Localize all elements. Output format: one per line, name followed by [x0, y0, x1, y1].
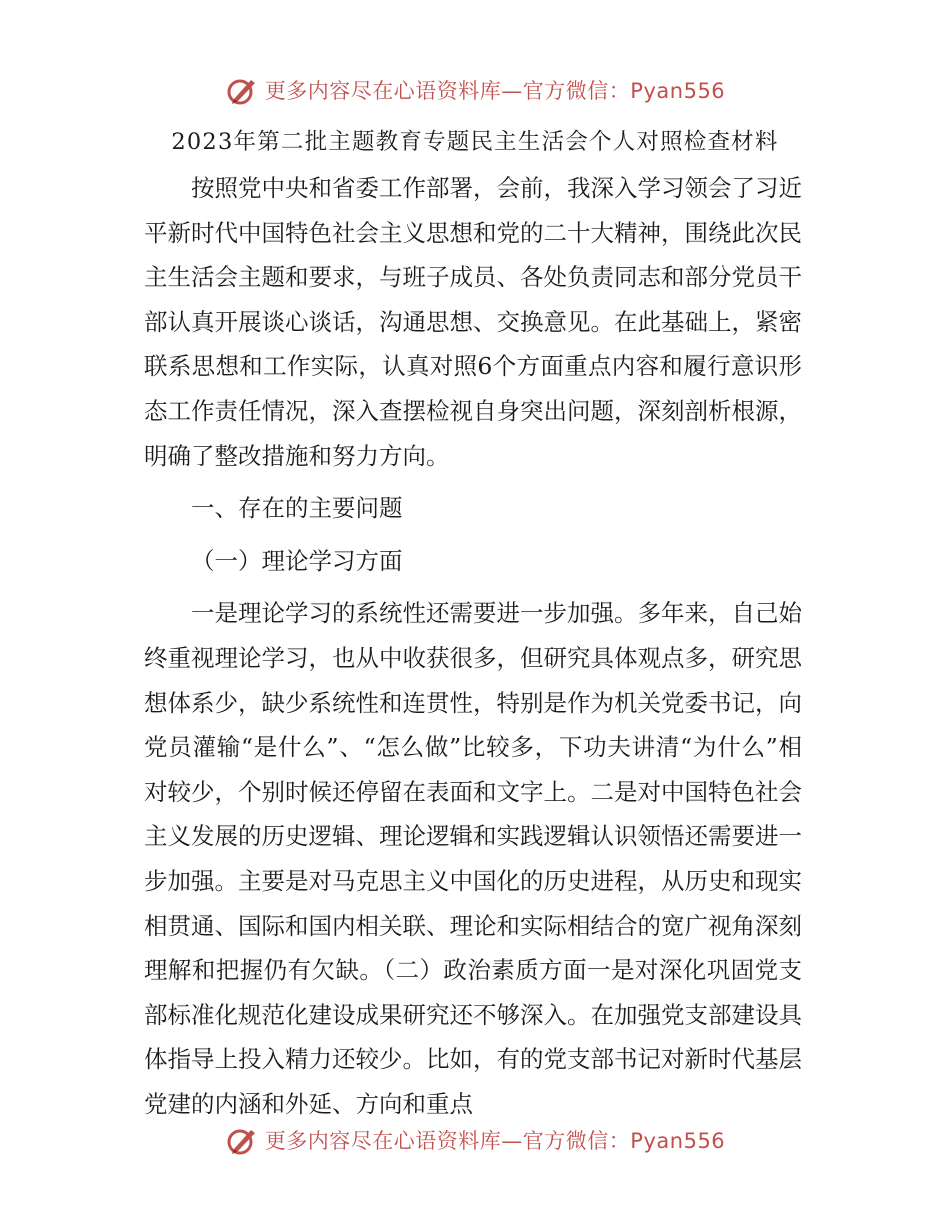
document-body	[144, 166, 802, 1126]
body-paragraph: 一是理论学习的系统性还需要进一步加强。多年来，自己始终重视理论学习，也从中收获很多，但研究具体观点多，研究思想体系少，缺少系统性和连贯性，特别是作为机关党委书记，向党员灌输“是什么”、“怎么做”比较多，下功夫讲清“为什么”相对较少，个别时候还停留在表面和文字上。二是对中国特色社会主义发展的历史逻辑、理论逻辑和实践逻辑认识领悟还需要进一步加强。主要是对马克思主义中国化的历史进程，从历史和现实相贯通、国际和国内相关联、理论和实际相结合的宽广视角深刻理解和把握仍有欠缺。（二）政治素质方面一是对深化巩固党支部标准化规范化建设成果研究还不够深入。在加强党支部建设具体指导上投入精力还较少。比如，有的党支部书记对新时代基层党建的内涵和外延、方向和重点	[144, 599, 802, 1118]
pen-logo-icon	[225, 1123, 259, 1157]
pen-logo-icon	[225, 73, 259, 107]
section-heading: 一、存在的主要问题	[191, 494, 403, 523]
header-banner-text: 更多内容尽在心语资料库—官方微信：Pyan556	[264, 79, 726, 103]
footer-banner	[0, 1120, 950, 1160]
document-title: 2023年第二批主题教育专题民主生活会个人对照检查材料	[171, 129, 779, 155]
header-banner	[0, 70, 950, 110]
subsection-heading: （一）理论学习方面	[191, 546, 403, 575]
footer-banner-text: 更多内容尽在心语资料库—官方微信：Pyan556	[264, 1129, 726, 1153]
intro-paragraph: 按照党中央和省委工作部署，会前，我深入学习领会了习近平新时代中国特色社会主义思想和党的二十大精神，围绕此次民主生活会主题和要求，与班子成员、各处负责同志和部分党员干部认真开展谈心谈话，沟通思想、交换意见。在此基础上，紧密联系思想和工作实际，认真对照6个方面重点内容和履行意识形态工作责任情况，深入查摆检视自身突出问题，深刻剖析根源，明确了整改措施和努力方向。	[144, 174, 802, 470]
